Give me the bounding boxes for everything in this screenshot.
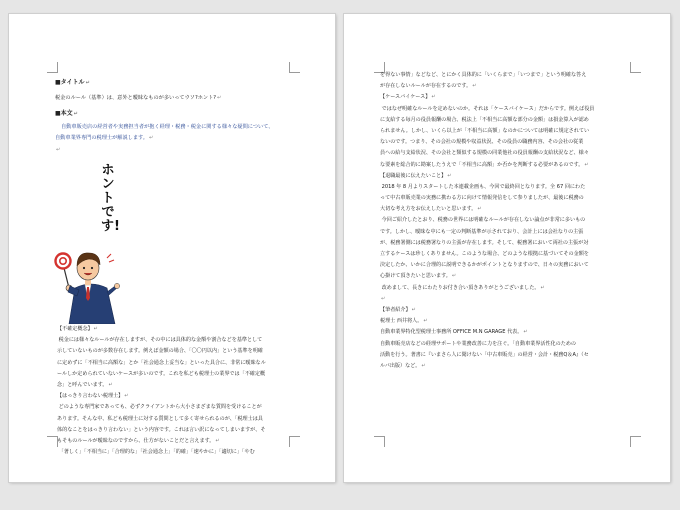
body-line: ↵ bbox=[381, 295, 386, 302]
body-line: に支給する毎月の役員報酬の場合、税法上「不相当に高額な部分の金額」は損金算入が認め bbox=[380, 116, 589, 123]
title-text: 税金のルール（基準）は、意外と曖昧なものが多いってウソ?ホント?↵ bbox=[55, 95, 222, 101]
body-line: が、税務署側には税務署なりの主張が存在します。そして、税務署において両社の主張が対 bbox=[380, 239, 589, 246]
document-page-left bbox=[9, 14, 335, 482]
body-line: あります。そんな中、私ども税理士に対する質問として多く寄せられるのが、「税理士は具 bbox=[57, 415, 263, 422]
crop-mark bbox=[47, 62, 58, 73]
businessman-icon bbox=[51, 164, 141, 324]
body-line: 【不確定概念】↵ bbox=[57, 326, 98, 332]
crop-mark bbox=[630, 436, 641, 447]
crop-mark bbox=[374, 436, 385, 447]
empty-paragraph: ↵ bbox=[56, 147, 61, 153]
body-line: 決定したか、いかに合理的に説明できるかがポイントとなりますので、日々の実務において bbox=[380, 262, 589, 269]
body-line: 税理士 西井将人。↵ bbox=[380, 318, 428, 325]
body-line: を得ない事情」などなど、とにかく具体的に「いくらまで」「いつまで」という明確な答え bbox=[380, 72, 587, 78]
document-page-right bbox=[344, 14, 670, 482]
body-line: が存在しないルールが存在するのです。↵ bbox=[380, 83, 477, 90]
body-line: 自動車業界特化型税理士事務所 OFFICE M.N GARAGE 代表。↵ bbox=[380, 329, 528, 336]
body-line: 大切な考え方をお伝えしたいと思います。↵ bbox=[380, 206, 482, 213]
intro-line-2: 自動車業界専門の税理士が解説します。↵ bbox=[55, 135, 154, 141]
intro-line-1: 自動車販売店の経営者や実務担当者が抱く経理・税務・税金に関する様々な疑問について、 bbox=[61, 124, 274, 130]
body-line: 「著しく」「不相当に」「合理的な」「社会通念上」「的確」「速やかに」「適切に」「やむ bbox=[58, 449, 255, 456]
body-line: られません。しかし、いくら以上が「不相当に高額」なのかについては明確に規定されてい bbox=[380, 127, 590, 134]
body-line: に定めずに「不相当に高額な」とか「社会通念上妥当な」といった具合に、非常に曖昧なル bbox=[57, 359, 266, 366]
right-body-text bbox=[380, 70, 640, 372]
body-line: 示していないものが多数存在します。例えば金額の場合、「〇〇円以内」という基準を明確 bbox=[57, 348, 263, 355]
illustration-caption: ホントです! bbox=[101, 163, 120, 234]
body-line: 体的なことをはっきり言わない」という内容です。これは言い訳になってしまいますが、そ bbox=[57, 426, 266, 433]
body-line: 【ケースバイケース】↵ bbox=[380, 94, 436, 101]
body-line: どのような専門家であっても、必ずクライアントから大小さまざまな質問を受けることが bbox=[58, 404, 262, 411]
body-line: です。しかし、曖昧な中にも一定の判断基準が示されており、会計上には会社なりの主張 bbox=[380, 228, 584, 235]
businessman-illustration bbox=[51, 164, 141, 324]
body-line: 【筆者紹介】↵ bbox=[380, 306, 416, 313]
title-heading: ■タイトル↵ bbox=[55, 79, 90, 86]
left-body-text bbox=[57, 324, 307, 458]
body-line: 活動を行う。著書に『いまさら人に聞けない「中古車販売」の経営・会計・税務Q＆A』（セ bbox=[380, 351, 589, 358]
body-line: ールしか定められていないケースが多いのです。これを私ども税理士の業界では「不確定概 bbox=[57, 370, 266, 377]
body-line: ないのです。つまり、その会社の規模や収益状況、その役員の職務内容、その会社の従業 bbox=[380, 139, 584, 146]
body-heading: ■本文↵ bbox=[55, 110, 78, 117]
body-line: 2018 年 8 月よりスタートした本連載企画も、今回で最終回となります。全 67 回にわた bbox=[381, 183, 586, 190]
body-line: 【退職最後に伝えたいこと】↵ bbox=[380, 172, 452, 179]
body-line: 改めまして、長きにわたりお付き合い頂きありがとうございました。↵ bbox=[381, 284, 545, 291]
body-line: 税金には様々なルールが存在しますが、その中には具体的な金額や割合などを基準として bbox=[58, 337, 263, 344]
body-line: 【はっきり言わない税理士】↵ bbox=[57, 393, 129, 400]
crop-mark bbox=[289, 62, 300, 73]
body-line: って中古車販売業の実務に携わる方に向けて情報発信をして参りましたが、最後に税務の bbox=[380, 195, 584, 202]
body-line: 今回ご紹介したとおり、税務の世界には明確なルールが存在しない論点が非常に多いもの bbox=[381, 217, 586, 224]
body-line: ルバ出版）など。↵ bbox=[380, 362, 426, 369]
body-line: もそものルールが曖昧なのですから、仕方がないことだと言えます。↵ bbox=[57, 437, 220, 444]
body-line: 心掛けて頂きたいと思います。↵ bbox=[380, 273, 457, 280]
body-line: 自動車販売店などの経理サポートや業務改善に力を注ぐ。「自動車業界活性化のための bbox=[380, 340, 577, 347]
body-line: ではなぜ明確なルールを定めないのか。それは「ケースバイケース」だからです。例えば役員 bbox=[381, 105, 595, 112]
body-line: な要素を総合的に勘案したうえで「不相当に高額」か否かを判断する必要があるのです。↵ bbox=[380, 161, 589, 168]
body-line: 立するケースは珍しくありません。このような場合、どのような根拠に基づいてその金額を bbox=[380, 251, 589, 257]
body-line: 員への給与支給状況、その会社と類似する規模の同業他社の役員報酬の支給状況など、様々 bbox=[380, 150, 589, 157]
body-line: 念」と呼んでいます。↵ bbox=[57, 381, 113, 388]
